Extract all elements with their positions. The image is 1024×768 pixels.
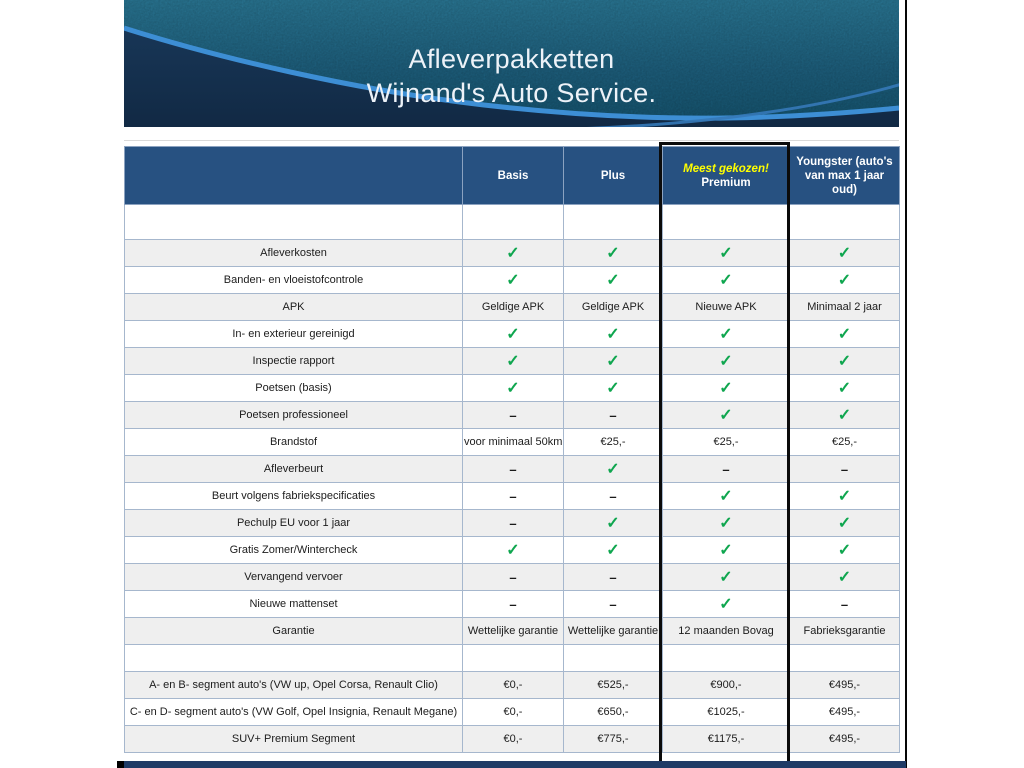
cell-value: €495,- <box>790 726 900 753</box>
table-row <box>125 726 900 753</box>
dash-mark: – <box>564 483 663 510</box>
cell-value <box>463 205 564 240</box>
check-icon: ✓ <box>790 537 900 564</box>
check-icon: ✓ <box>564 267 663 294</box>
row-label: Nieuwe mattenset <box>125 591 463 618</box>
column-header-basis: Basis <box>463 147 564 205</box>
table-row <box>125 672 900 699</box>
cell-value: €25,- <box>790 429 900 456</box>
table-row <box>125 321 900 348</box>
dash-mark: – <box>564 564 663 591</box>
check-icon: ✓ <box>463 348 564 375</box>
cell-value <box>663 645 790 672</box>
row-label: Vervangend vervoer <box>125 564 463 591</box>
check-icon: ✓ <box>564 240 663 267</box>
dash-mark: – <box>463 591 564 618</box>
cell-value: €900,- <box>663 672 790 699</box>
check-icon: ✓ <box>663 348 790 375</box>
check-icon: ✓ <box>463 267 564 294</box>
bottom-bar <box>124 761 906 768</box>
check-icon: ✓ <box>790 321 900 348</box>
table-row <box>125 564 900 591</box>
check-icon: ✓ <box>663 375 790 402</box>
dash-mark: – <box>463 456 564 483</box>
check-icon: ✓ <box>790 564 900 591</box>
check-icon: ✓ <box>663 402 790 429</box>
check-icon: ✓ <box>790 402 900 429</box>
check-icon: ✓ <box>663 321 790 348</box>
cell-value <box>663 205 790 240</box>
check-icon: ✓ <box>663 564 790 591</box>
packages-table <box>124 146 900 753</box>
cell-value: €495,- <box>790 672 900 699</box>
check-icon: ✓ <box>663 537 790 564</box>
row-label: Banden- en vloeistofcontrole <box>125 267 463 294</box>
column-header-plus: Plus <box>564 147 663 205</box>
check-icon: ✓ <box>663 510 790 537</box>
row-label: SUV+ Premium Segment <box>125 726 463 753</box>
cell-value: €25,- <box>663 429 790 456</box>
row-label: A- en B- segment auto's (VW up, Opel Corsa, Renault Clio) <box>125 672 463 699</box>
check-icon: ✓ <box>790 510 900 537</box>
check-icon: ✓ <box>790 375 900 402</box>
cell-value: €525,- <box>564 672 663 699</box>
check-icon: ✓ <box>790 240 900 267</box>
column-header-premium-label: Premium <box>701 176 751 189</box>
check-icon: ✓ <box>564 456 663 483</box>
table-row <box>125 456 900 483</box>
check-icon: ✓ <box>463 537 564 564</box>
page-title-line2: Wijnand's Auto Service. <box>366 78 657 108</box>
cell-value: €775,- <box>564 726 663 753</box>
cell-value: Wettelijke garantie <box>463 618 564 645</box>
cell-value: €0,- <box>463 726 564 753</box>
row-label: Inspectie rapport <box>125 348 463 375</box>
table-row <box>125 591 900 618</box>
check-icon: ✓ <box>790 348 900 375</box>
cell-value: Geldige APK <box>564 294 663 321</box>
row-label: In- en exterieur gereinigd <box>125 321 463 348</box>
row-label <box>125 205 463 240</box>
cell-value: Wettelijke garantie <box>564 618 663 645</box>
dash-mark: – <box>564 591 663 618</box>
row-label: Poetsen (basis) <box>125 375 463 402</box>
check-icon: ✓ <box>463 240 564 267</box>
dash-mark: – <box>790 591 900 618</box>
table-row <box>125 429 900 456</box>
spacer-row <box>125 205 900 240</box>
dash-mark: – <box>463 402 564 429</box>
row-label: Pechulp EU voor 1 jaar <box>125 510 463 537</box>
table-row <box>125 483 900 510</box>
most-chosen-badge: Meest gekozen! <box>683 162 769 175</box>
table-row <box>125 240 900 267</box>
cell-value: voor minimaal 50km <box>463 429 564 456</box>
cell-value: €495,- <box>790 699 900 726</box>
check-icon: ✓ <box>663 267 790 294</box>
banner <box>124 0 899 127</box>
table-top-hairline <box>124 140 899 141</box>
row-label: Afleverkosten <box>125 240 463 267</box>
cell-value: Minimaal 2 jaar <box>790 294 900 321</box>
check-icon: ✓ <box>564 510 663 537</box>
table-row <box>125 402 900 429</box>
row-label: Garantie <box>125 618 463 645</box>
table-row <box>125 510 900 537</box>
cell-value: Geldige APK <box>463 294 564 321</box>
check-icon: ✓ <box>564 348 663 375</box>
cell-value <box>790 205 900 240</box>
row-label <box>125 645 463 672</box>
dash-mark: – <box>463 483 564 510</box>
page-title-line1: Afleverpakketten <box>408 44 615 74</box>
cell-value <box>564 645 663 672</box>
cell-value <box>790 645 900 672</box>
cell-value: Nieuwe APK <box>663 294 790 321</box>
cell-value: €1175,- <box>663 726 790 753</box>
dash-mark: – <box>663 456 790 483</box>
cell-value <box>564 205 663 240</box>
column-header-empty <box>125 147 463 205</box>
row-label: C- en D- segment auto's (VW Golf, Opel Insignia, Renault Megane) <box>125 699 463 726</box>
cell-value: €650,- <box>564 699 663 726</box>
check-icon: ✓ <box>463 375 564 402</box>
check-icon: ✓ <box>663 483 790 510</box>
dash-mark: – <box>790 456 900 483</box>
row-label: Beurt volgens fabriekspecificaties <box>125 483 463 510</box>
table-row <box>125 294 900 321</box>
header-row <box>125 147 900 205</box>
spacer-row <box>125 645 900 672</box>
dash-mark: – <box>463 510 564 537</box>
row-label: Gratis Zomer/Wintercheck <box>125 537 463 564</box>
row-label: APK <box>125 294 463 321</box>
row-label: Brandstof <box>125 429 463 456</box>
table-row <box>125 375 900 402</box>
cell-value: 12 maanden Bovag <box>663 618 790 645</box>
check-icon: ✓ <box>790 483 900 510</box>
cell-value: €0,- <box>463 672 564 699</box>
table-row <box>125 618 900 645</box>
column-header-premium <box>663 147 790 205</box>
table-row <box>125 537 900 564</box>
cell-value <box>463 645 564 672</box>
check-icon: ✓ <box>463 321 564 348</box>
page-title <box>124 42 899 110</box>
table-row <box>125 267 900 294</box>
check-icon: ✓ <box>564 321 663 348</box>
row-label: Afleverbeurt <box>125 456 463 483</box>
check-icon: ✓ <box>663 240 790 267</box>
check-icon: ✓ <box>663 591 790 618</box>
cell-value: Fabrieksgarantie <box>790 618 900 645</box>
check-icon: ✓ <box>790 267 900 294</box>
right-vertical-rule <box>905 0 907 768</box>
dash-mark: – <box>564 402 663 429</box>
check-icon: ✓ <box>564 375 663 402</box>
cell-value: €25,- <box>564 429 663 456</box>
row-label: Poetsen professioneel <box>125 402 463 429</box>
dash-mark: – <box>463 564 564 591</box>
cell-value: €0,- <box>463 699 564 726</box>
table-row <box>125 699 900 726</box>
check-icon: ✓ <box>564 537 663 564</box>
table-row <box>125 348 900 375</box>
cell-value: €1025,- <box>663 699 790 726</box>
column-header-youngster: Youngster (auto's van max 1 jaar oud) <box>790 147 900 205</box>
